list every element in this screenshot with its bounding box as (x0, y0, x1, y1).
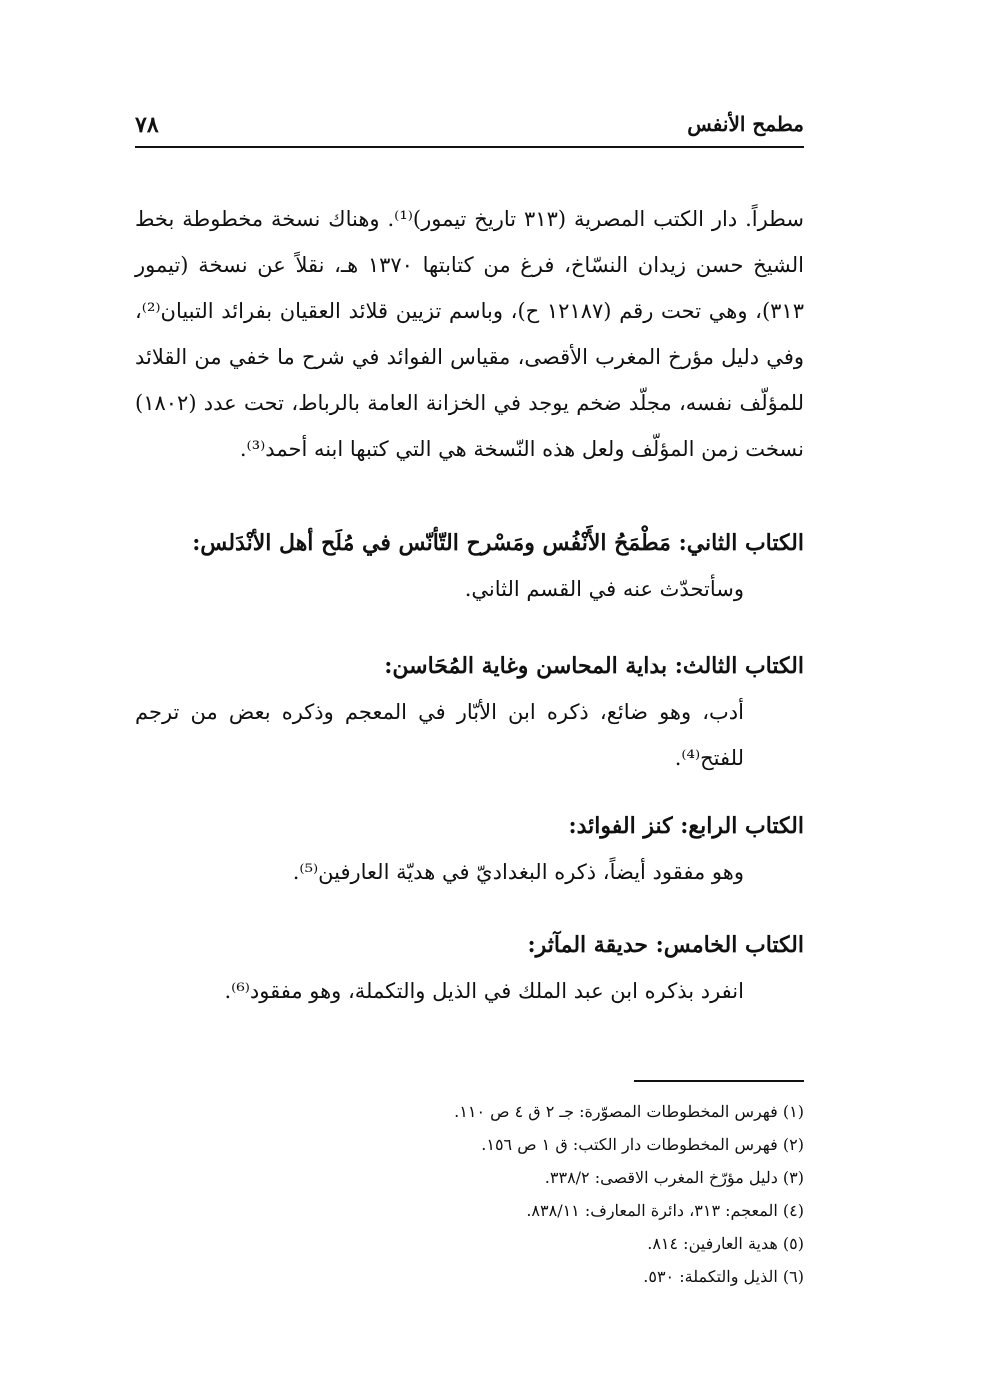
section-body: أدب، وهو ضائع، ذكره ابن الأبّار في المعجم وذكره بعض من ترجم للفتح⁽⁴⁾. (135, 700, 744, 770)
section-book-five (135, 922, 804, 1014)
section-book-three (135, 643, 804, 781)
section-book-two (135, 520, 804, 612)
footnote-item: (٤) المعجم: ٣١٣، دائرة المعارف: ٨٣٨/١١. (526, 1201, 804, 1220)
section-heading: الكتاب الخامس: حديقة المآثر: (527, 932, 804, 958)
intro-paragraph: سطراً. دار الكتب المصرية (٣١٣ تاريخ تيمور)⁽¹⁾. وهناك نسخة مخطوطة بخط الشيخ حسن زيدان النسّاخ، فرغ من كتابتها ١٣٧٠ هـ، نقلاً عن نسخة (تيمور ٣١٣)، وهي تحت رقم (١٢١٨٧ ح)، وباسم تزيين قلائد العقيان بفرائد التبيان⁽²⁾، وفي دليل مؤرخ المغرب الأقصى، مقياس الفوائد في شرح ما خفي من القلائد للمؤلّف نفسه، مجلّد ضخم يوجد في الخزانة العامة بالرباط، تحت عدد (١٨٠٢) نسخت زمن المؤلّف ولعل هذه النّسخة هي التي كتبها ابنه أحمد⁽³⁾. (135, 207, 804, 461)
section-body: وهو مفقود أيضاً، ذكره البغداديّ في هديّة العارفين⁽⁵⁾. (292, 860, 744, 884)
header-rule (135, 146, 804, 148)
footnote-item: (٢) فهرس المخطوطات دار الكتب: ق ١ ص ١٥٦. (481, 1135, 804, 1154)
footnote-item: (١) فهرس المخطوطات المصوّرة: جـ ٢ ق ٤ ص ١١٠. (454, 1102, 804, 1121)
running-title: مطمح الأنفس (687, 112, 804, 136)
section-heading: الكتاب الرابع: كنز الفوائد: (568, 813, 804, 839)
footnote-item: (٦) الذيل والتكملة: ٥٣٠. (643, 1267, 804, 1286)
footnotes (135, 1095, 804, 1293)
footnote-rule (634, 1080, 804, 1082)
page-number: ٧٨ (135, 112, 159, 138)
section-heading: الكتاب الثالث: بداية المحاسن وغاية المُحَاسن: (384, 653, 804, 679)
footnote-item: (٥) هدية العارفين: ٨١٤. (647, 1234, 804, 1253)
section-body: انفرد بذكره ابن عبد الملك في الذيل والتكملة، وهو مفقود⁽⁶⁾. (224, 979, 744, 1003)
section-book-four (135, 803, 804, 895)
footnote-item: (٣) دليل مؤرّخ المغرب الاقصى: ٣٣٨/٢. (544, 1168, 804, 1187)
section-heading: الكتاب الثاني: مَطْمَحُ الأَنْفُس ومَسْرح التّأنّس في مُلَح أهل الأنْدَلس: (192, 530, 804, 556)
section-body: وسأتحدّث عنه في القسم الثاني. (464, 577, 744, 601)
